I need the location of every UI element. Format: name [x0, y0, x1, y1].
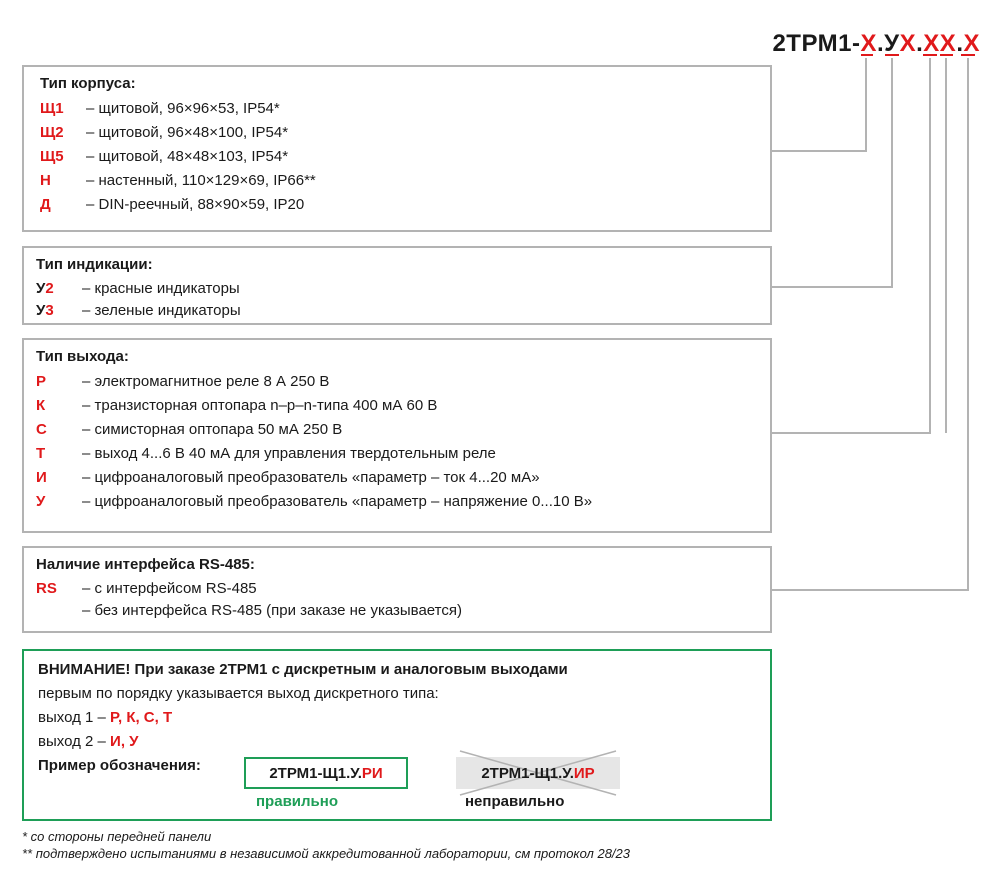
example-wrong-label: неправильно: [465, 793, 565, 810]
order-code-case: Х: [860, 30, 877, 57]
case-item: [40, 96, 758, 120]
order-code-sep2: .: [916, 30, 924, 57]
output-code: Т: [36, 444, 46, 462]
interface-box: [22, 546, 772, 633]
attention-output-2: выход 2 – И, У: [38, 732, 139, 750]
output-desc: – симисторная оптопара 50 мА 250 В: [82, 420, 343, 438]
case-type-title: Тип корпуса:: [40, 75, 136, 92]
case-item: [40, 120, 758, 144]
case-code: Д: [40, 195, 51, 213]
example-correct: 2ТРМ1-Щ1.У. РИ: [244, 757, 408, 789]
output-type-title: Тип выхода:: [36, 348, 129, 365]
interface-title: Наличие интерфейса RS-485:: [36, 556, 255, 573]
output-code: У: [36, 492, 46, 510]
order-code-indication: Х: [899, 30, 917, 57]
indication-item: [36, 277, 758, 299]
indication-item: [36, 299, 758, 321]
attention-box: [22, 649, 772, 821]
attention-heading: ВНИМАНИЕ! При заказе 2ТРМ1 с дискретным и аналоговым выходами: [38, 660, 568, 678]
interface-desc: – без интерфейса RS-485 (при заказе не указывается): [82, 601, 462, 619]
indication-desc: – зеленые индикаторы: [82, 301, 241, 319]
case-desc: – настенный, 110×129×69, IP66**: [86, 171, 316, 189]
output-code: И: [36, 468, 47, 486]
attention-output-1-codes: Р, К, С, Т: [110, 708, 173, 726]
connector-indication: [772, 58, 892, 287]
indication-code: У3: [36, 301, 54, 319]
case-code: Н: [40, 171, 51, 189]
output-item: [36, 417, 758, 441]
case-item: [40, 168, 758, 192]
attention-output-2-codes: И, У: [110, 732, 139, 750]
indication-code: У2: [36, 279, 54, 297]
example-label: Пример обозначения:: [38, 756, 201, 774]
case-desc: – щитовой, 48×48×103, IP54*: [86, 147, 289, 165]
order-code-sep3: .: [956, 30, 964, 57]
interface-item: [36, 577, 758, 599]
order-code-sep1: .У: [877, 30, 900, 57]
output-code: Р: [36, 372, 47, 390]
footnote-1: * со стороны передней панели: [22, 829, 212, 844]
example-correct-label: правильно: [256, 793, 338, 810]
indication-type-box: [22, 246, 772, 325]
connector-case: [772, 58, 866, 151]
output-item: [36, 441, 758, 465]
interface-item: [36, 599, 758, 621]
case-desc: – DIN-реечный, 88×90×59, IP20: [86, 195, 305, 213]
case-code: Щ1: [40, 99, 64, 117]
attention-output-1: выход 1 – Р, К, С, Т: [38, 708, 173, 726]
order-code-prefix: 2ТРМ1-: [772, 30, 861, 57]
indication-desc: – красные индикаторы: [82, 279, 240, 297]
attention-rule: первым по порядку указывается выход дискретного типа:: [38, 684, 439, 702]
footnote-2: ** подтверждено испытаниями в независимой аккредитованной лаборатории, см протокол 28/23: [22, 846, 630, 861]
case-desc: – щитовой, 96×48×100, IP54*: [86, 123, 289, 141]
output-item: [36, 465, 758, 489]
example-wrong: 2ТРМ1-Щ1.У. ИР: [456, 757, 620, 789]
connector-output-1: [772, 58, 930, 433]
case-code: Щ5: [40, 147, 64, 165]
case-item: [40, 144, 758, 168]
interface-desc: – с интерфейсом RS-485: [82, 579, 257, 597]
case-item: [40, 192, 758, 216]
output-item: [36, 489, 758, 513]
output-desc: – выход 4...6 В 40 мА для управления твердотельным реле: [82, 444, 496, 462]
connector-interface: [772, 58, 968, 590]
output-item: [36, 393, 758, 417]
order-code-interface: Х: [963, 30, 980, 57]
output-desc: – транзисторная оптопара n–p–n-типа 400 мА 60 В: [82, 396, 438, 414]
output-code: С: [36, 420, 47, 438]
interface-code: RS: [36, 579, 57, 597]
case-type-box: [22, 65, 772, 232]
output-desc: – цифроаналоговый преобразователь «параметр – напряжение 0...10 В»: [82, 492, 593, 510]
order-code-outputs: ХХ: [923, 30, 957, 57]
output-desc: – цифроаналоговый преобразователь «параметр – ток 4...20 мА»: [82, 468, 540, 486]
case-desc: – щитовой, 96×96×53, IP54*: [86, 99, 280, 117]
output-desc: – электромагнитное реле 8 А 250 В: [82, 372, 330, 390]
case-code: Щ2: [40, 123, 64, 141]
indication-type-title: Тип индикации:: [36, 256, 153, 273]
output-code: К: [36, 396, 46, 414]
output-item: [36, 369, 758, 393]
output-type-box: [22, 338, 772, 533]
